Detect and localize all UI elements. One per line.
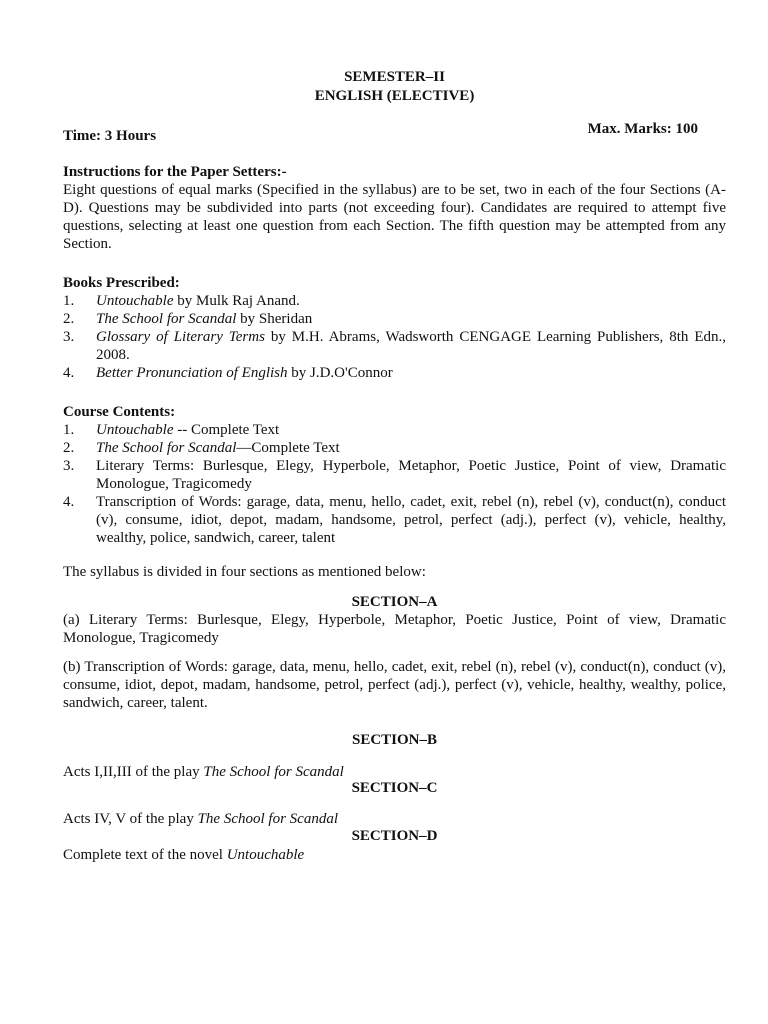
time-label: Time: 3 Hours — [63, 128, 157, 144]
instructions-heading: Instructions for the Paper Setters:- — [63, 164, 287, 180]
list-item: 2. The School for Scandal by Sheridan — [63, 311, 313, 327]
max-marks-label: Max. Marks: 100 — [587, 121, 698, 137]
course-list — [63, 421, 726, 547]
subject-heading: ENGLISH (ELECTIVE) — [314, 88, 475, 104]
semester-heading: SEMESTER–II — [344, 69, 445, 85]
section-c-heading: SECTION–C — [351, 780, 438, 796]
section-a-heading: SECTION–A — [351, 594, 438, 610]
list-item: 1. Untouchable -- Complete Text — [63, 422, 280, 438]
books-heading: Books Prescribed: — [63, 275, 180, 291]
section-b-heading: SECTION–B — [351, 732, 438, 748]
section-a-part-b: (b) Transcription of Words: garage, data, menu, hello, cadet, exit, rebel (n), rebel (v), conduct(n), conduct (v), consume, idiot, depot, madam, handsome, petrol, perfect (adj.), perfect (v), vehicle, healthy, wealthy, police, sandwich, career, talent. — [63, 659, 726, 711]
section-d-text: Complete text of the novel Untouchable — [63, 847, 305, 863]
books-list — [63, 292, 726, 382]
list-item: 4. Transcription of Words: garage, data, menu, hello, cadet, exit, rebel (n), rebel (v), conduct(n), conduct (v), consume, idiot, depot, madam, handsome, petrol, perfect (adj.), perfect (v), vehicle, healthy, wealthy, police, sandwich, career, talent — [63, 494, 726, 546]
section-d-heading: SECTION–D — [351, 828, 438, 844]
section-c-text: Acts IV, V of the play The School for Scandal — [63, 811, 338, 827]
section-b-text: Acts I,II,III of the play The School for Scandal — [63, 764, 344, 780]
list-item: 4. Better Pronunciation of English by J.D.O'Connor — [63, 365, 393, 381]
list-item: 3. Literary Terms: Burlesque, Elegy, Hyperbole, Metaphor, Poetic Justice, Point of view, Dramatic Monologue, Tragicomedy — [63, 458, 726, 492]
syllabus-intro: The syllabus is divided in four sections as mentioned below: — [63, 564, 426, 580]
instructions-text: Eight questions of equal marks (Specified in the syllabus) are to be set, two in each of the four Sections (A-D). Questions may be subdivided into parts (not exceeding four). Candidates are required to attempt five questions, selecting at least one question from each Section. The fifth question may be attempted from any Section. — [63, 182, 726, 252]
list-item: 1. Untouchable by Mulk Raj Anand. — [63, 293, 300, 309]
course-heading: Course Contents: — [63, 404, 176, 420]
section-a-part-a: (a) Literary Terms: Burlesque, Elegy, Hyperbole, Metaphor, Poetic Justice, Point of view, Dramatic Monologue, Tragicomedy — [63, 612, 726, 646]
list-item: 2. The School for Scandal—Complete Text — [63, 440, 340, 456]
list-item: 3. Glossary of Literary Terms by M.H. Abrams, Wadsworth CENGAGE Learning Publishers, 8th Edn., 2008. — [63, 329, 726, 363]
